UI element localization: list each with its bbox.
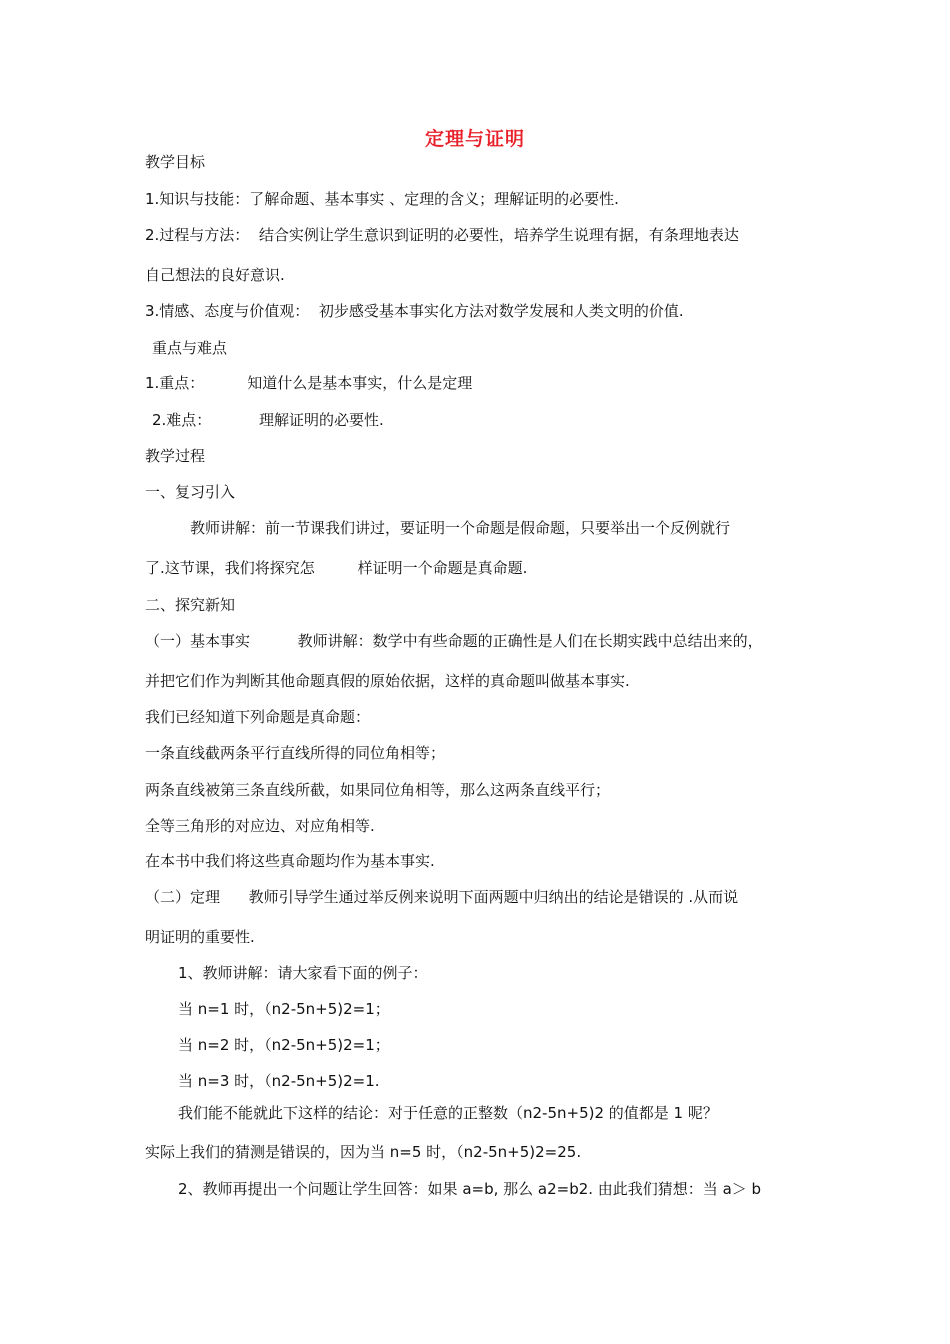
paragraph-line: 1.知识与技能：了解命题、基本事实 、定理的含义；理解证明的必要性. (145, 190, 619, 208)
formula-line: 当 n=3 时，（n2-5n+5)2=1. (178, 1072, 380, 1090)
paragraph-line: 自己想法的良好意识. (145, 266, 285, 284)
section-heading-process: 教学过程 (145, 447, 206, 465)
formula-line: 当 n=1 时，（n2-5n+5)2=1； (178, 1000, 390, 1018)
paragraph-line: 并把它们作为判断其他命题真假的原始依据，这样的真命题叫做基本事实. (145, 672, 630, 690)
paragraph-line: 2、教师再提出一个问题让学生回答：如果 a=b, 那么 a2=b2. 由此我们猜想：当 a＞ b (178, 1180, 762, 1198)
subsection-heading: 二、探究新知 (145, 596, 236, 614)
paragraph-line: 我们能不能就此下这样的结论：对于任意的正整数（n2-5n+5)2 的值都是 1 呢？ (178, 1104, 718, 1122)
paragraph-line: 在本书中我们将这些真命题均作为基本事实. (145, 852, 435, 870)
section-heading-key-points: 重点与难点 (152, 339, 228, 357)
paragraph-line: 全等三角形的对应边、对应角相等. (145, 817, 375, 835)
paragraph-line: 了.这节课，我们将探究怎 样证明一个命题是真命题. (145, 559, 528, 577)
document-title: 定理与证明 (424, 128, 525, 150)
paragraph-line: 两条直线被第三条直线所截，如果同位角相等，那么这两条直线平行； (145, 781, 611, 799)
paragraph-line: 1.重点： 知道什么是基本事实，什么是定理 (145, 374, 473, 392)
paragraph-line: 2.难点： 理解证明的必要性. (152, 411, 384, 429)
paragraph-line: 我们已经知道下列命题是真命题： (145, 708, 371, 726)
paragraph-line: （二）定理 教师引导学生通过举反例来说明下面两题中归纳出的结论是错误的 .从而说 (145, 888, 739, 906)
paragraph-line: 一条直线截两条平行直线所得的同位角相等； (145, 744, 446, 762)
paragraph-line: 2.过程与方法： 结合实例让学生意识到证明的必要性，培养学生说理有据，有条理地表达 (145, 226, 739, 244)
subsection-heading: 一、复习引入 (145, 483, 236, 501)
paragraph-line: 1、教师讲解：请大家看下面的例子： (178, 964, 428, 982)
paragraph-line: 实际上我们的猜测是错误的，因为当 n=5 时，（n2-5n+5)2=25. (145, 1143, 582, 1161)
paragraph-line: 3.情感、态度与价值观： 初步感受基本事实化方法对数学发展和人类文明的价值. (145, 302, 684, 320)
paragraph-line: 明证明的重要性. (145, 928, 255, 946)
paragraph-line: 教师讲解：前一节课我们讲过，要证明一个命题是假命题，只要举出一个反例就行 (190, 519, 731, 537)
paragraph-line: （一）基本事实 教师讲解：数学中有些命题的正确性是人们在长期实践中总结出来的， (145, 632, 763, 650)
formula-line: 当 n=2 时，（n2-5n+5)2=1； (178, 1036, 390, 1054)
section-heading-goals: 教学目标 (145, 153, 206, 171)
